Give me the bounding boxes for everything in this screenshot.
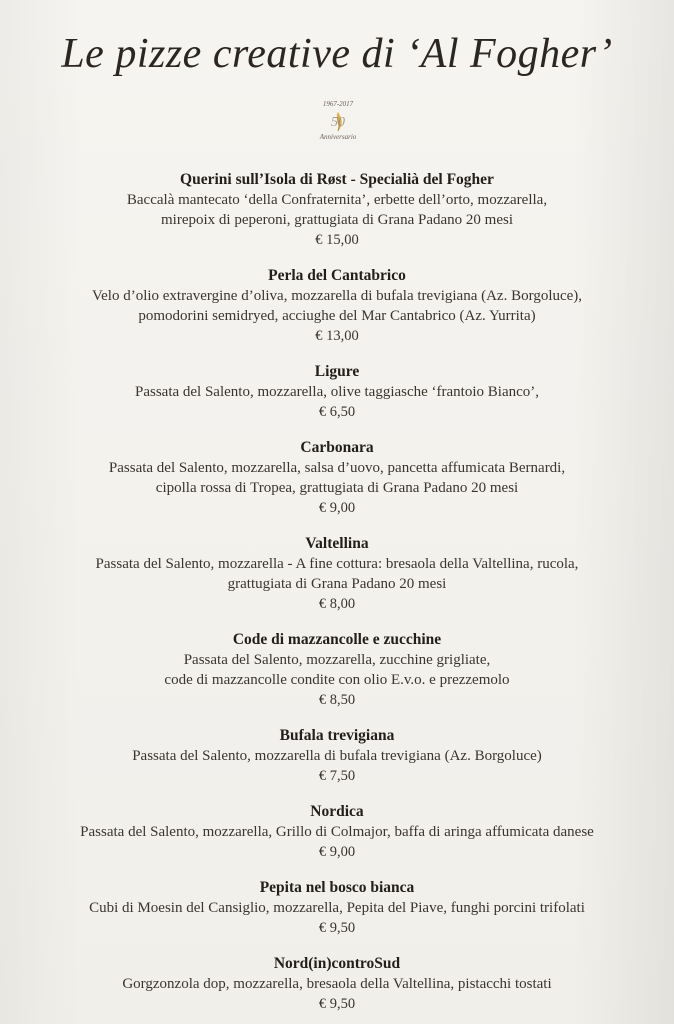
item-description-line: mirepoix di peperoni, grattugiata di Grana Padano 20 mesi (161, 212, 513, 228)
item-description-line: Passata del Salento, mozzarella - A fine cottura: bresaola della Valtellina, rucola, (95, 556, 579, 572)
item-price: € 13,00 (315, 328, 359, 344)
item-description-line: Passata del Salento, mozzarella di bufala trevigiana (Az. Borgoluce) (132, 748, 542, 764)
item-name: Perla del Cantabrico (268, 267, 406, 284)
item-price: € 8,50 (318, 692, 356, 708)
item-price: € 9,00 (318, 500, 356, 516)
item-price: € 9,50 (318, 996, 356, 1012)
item-price: € 9,00 (318, 844, 356, 860)
item-description-line: Passata del Salento, mozzarella, olive taggiasche ‘frantoio Bianco’, (134, 384, 540, 400)
item-description-line: code di mazzancolle condite con olio E.v.o. e prezzemolo (164, 672, 510, 688)
item-name: Querini sull’Isola di Røst - Specialià del Fogher (180, 171, 494, 188)
item-price: € 6,50 (318, 404, 356, 420)
item-price: € 15,00 (315, 232, 359, 248)
item-name: Bufala trevigiana (279, 727, 395, 744)
item-description-line: Passata del Salento, mozzarella, Grillo di Colmajor, baffa di aringa affumicata danese (80, 824, 594, 840)
item-description-line: Passata del Salento, mozzarella, salsa d’uovo, pancetta affumicata Bernardi, (108, 460, 566, 476)
item-description-line: pomodorini semidryed, acciughe del Mar Cantabrico (Az. Yurrita) (138, 308, 536, 324)
menu-item (0, 170, 674, 250)
menu-item (0, 878, 674, 938)
badge-years: 1967-2017 (322, 100, 354, 108)
menu-item (0, 954, 674, 1014)
badge-subtitle: Anniversario (319, 133, 357, 141)
item-description-line: Gorgzonzola dop, mozzarella, bresaola della Valtellina, pistacchi tostati (122, 976, 552, 992)
item-price: € 8,00 (318, 596, 356, 612)
menu-title: Le pizze creative di ‘Al Fogher’ (61, 31, 613, 77)
item-description-line: Passata del Salento, mozzarella, zucchine grigliate, (183, 652, 491, 668)
item-description-line: Velo d’olio extravergine d’oliva, mozzarella di bufala trevigiana (Az. Borgoluce), (91, 288, 583, 304)
item-price: € 9,50 (318, 920, 356, 936)
menu-item (0, 438, 674, 518)
item-description-line: Cubi di Moesin del Cansiglio, mozzarella, Pepita del Piave, funghi porcini trifolati (89, 900, 585, 916)
menu-item (0, 726, 674, 786)
item-description-line: cipolla rossa di Tropea, grattugiata di Grana Padano 20 mesi (155, 480, 519, 496)
anniversary-logo-icon (320, 109, 356, 135)
item-name: Code di mazzancolle e zucchine (232, 631, 442, 648)
anniversary-badge (310, 100, 366, 160)
item-name: Valtellina (305, 535, 369, 552)
item-description-line: grattugiata di Grana Padano 20 mesi (227, 576, 447, 592)
menu-item (0, 266, 674, 346)
menu-item (0, 534, 674, 614)
item-name: Pepita nel bosco bianca (259, 879, 415, 896)
item-description-line: Baccalà mantecato ‘della Confraternita’, erbette dell’orto, mozzarella, (126, 192, 548, 208)
item-name: Nordica (310, 803, 364, 820)
item-name: Carbonara (300, 439, 374, 456)
item-price: € 7,50 (318, 768, 356, 784)
pizza-list (0, 170, 674, 1024)
menu-item (0, 362, 674, 422)
item-name: Nord(in)controSud (273, 955, 401, 972)
item-name: Ligure (314, 363, 360, 380)
badge-number: 50 (331, 115, 345, 130)
menu-item (0, 802, 674, 862)
menu-item (0, 630, 674, 710)
